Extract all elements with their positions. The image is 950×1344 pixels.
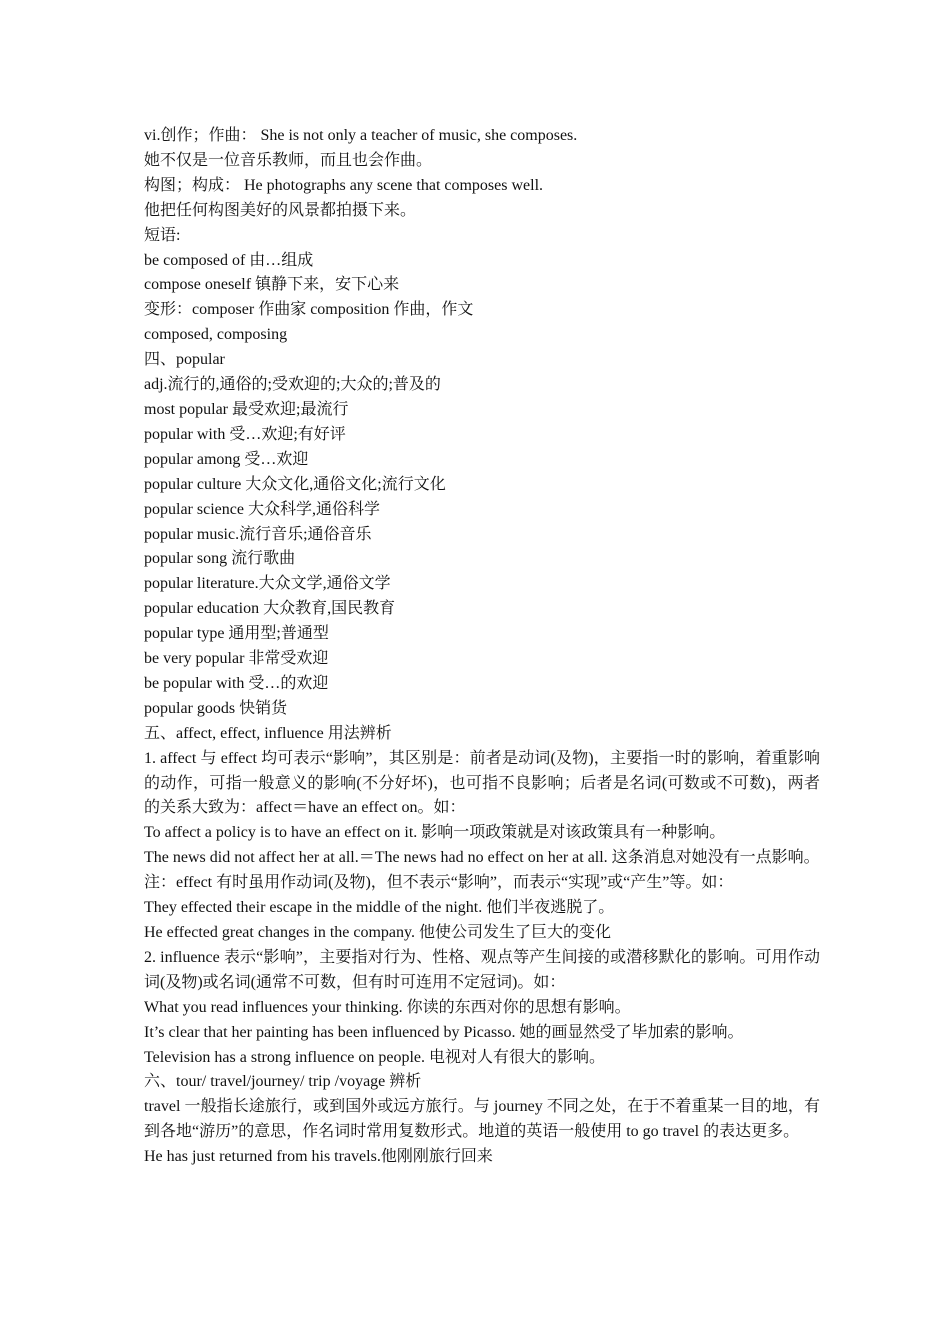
text-line: popular goods 快销货 [144, 699, 288, 717]
section-heading: 四、popular [144, 351, 225, 369]
text-line: popular music.流行音乐;通俗音乐 [144, 525, 372, 543]
section-label: 短语: [144, 226, 181, 244]
text-line: 她不仅是一位音乐教师，而且也会作曲。 [144, 151, 433, 169]
text-line: 变形：composer 作曲家 composition 作曲，作文 [144, 301, 474, 319]
section-heading: 六、tour/ travel/journey/ trip /voyage 辨析 [144, 1073, 422, 1091]
text-line: popular literature.大众文学,通俗文学 [144, 575, 391, 593]
text-line: be popular with 受…的欢迎 [144, 674, 329, 692]
example-line: What you read influences your thinking. 你读的东西对你的思想有影响。 [144, 998, 631, 1016]
example-line: They effected their escape in the middle of the night. 他们半夜逃脱了。 [144, 899, 615, 917]
text-line: be very popular 非常受欢迎 [144, 650, 329, 668]
paragraph-influence: 2. influence 表示“影响”，主要指对行为、性格、观点等产生间接的或潜移默化的影响。可用作动词(及物)或名词(通常不可数，但有时可连用不定冠词)。如： [144, 948, 820, 991]
example-line: It’s clear that her painting has been influenced by Picasso. 她的画显然受了毕加索的影响。 [144, 1023, 744, 1041]
text-line: composed, composing [144, 326, 288, 344]
text-line: be composed of 由…组成 [144, 251, 314, 269]
text-line: most popular 最受欢迎;最流行 [144, 400, 349, 418]
paragraph-travel: travel 一般指长途旅行，或到国外或远方旅行。与 journey 不同之处，在于不着重某一目的地，有到各地“游历”的意思，作名词时常用复数形式。地道的英语一般使用 to go travel 的表达更多。 [144, 1098, 820, 1141]
text-line: popular education 大众教育,国民教育 [144, 600, 396, 618]
text-line: adj.流行的,通俗的;受欢迎的;大众的;普及的 [144, 376, 441, 394]
text-line: popular song 流行歌曲 [144, 550, 296, 568]
example-line: To affect a policy is to have an effect on it. 影响一项政策就是对该政策具有一种影响。 [144, 824, 726, 842]
text-line: vi.创作；作曲： She is not only a teacher of music, she composes. [144, 127, 578, 144]
text-line: 他把任何构图美好的风景都拍摄下来。 [144, 201, 417, 219]
text-line: popular culture 大众文化,通俗文化;流行文化 [144, 475, 446, 493]
document-body [144, 124, 820, 1170]
section-heading: 五、affect, effect, influence 用法辨析 [144, 724, 392, 742]
paragraph-affect: 1. affect 与 effect 均可表示“影响”，其区别是：前者是动词(及物)，主要指一时的影响，着重影响的动作，可指一般意义的影响(不分好坏)，也可指不良影响；后者是名词(可数或不可数)，两者的关系大致为：affect＝have an effect on。如： [144, 749, 820, 817]
example-line: He effected great changes in the company. 他使公司发生了巨大的变化 [144, 924, 611, 941]
example-line: He has just returned from his travels.他刚刚旅行回来 [144, 1148, 493, 1166]
text-line: popular type 通用型;普通型 [144, 625, 329, 643]
example-line: Television has a strong influence on people. 电视对人有很大的影响。 [144, 1048, 606, 1066]
text-line: compose oneself 镇静下来，安下心来 [144, 276, 400, 294]
note-line: 注：effect 有时虽用作动词(及物)，但不表示“影响”，而表示“实现”或“产生”等。如： [144, 874, 734, 892]
paragraph-news: The news did not affect her at all.＝The news had no effect on her at all. 这条消息对她没有一点影响。 [144, 849, 820, 867]
text-line: 构图；构成： He photographs any scene that composes well. [144, 176, 544, 194]
text-line: popular with 受…欢迎;有好评 [144, 425, 346, 443]
text-line: popular science 大众科学,通俗科学 [144, 500, 380, 518]
text-line: popular among 受…欢迎 [144, 450, 309, 468]
